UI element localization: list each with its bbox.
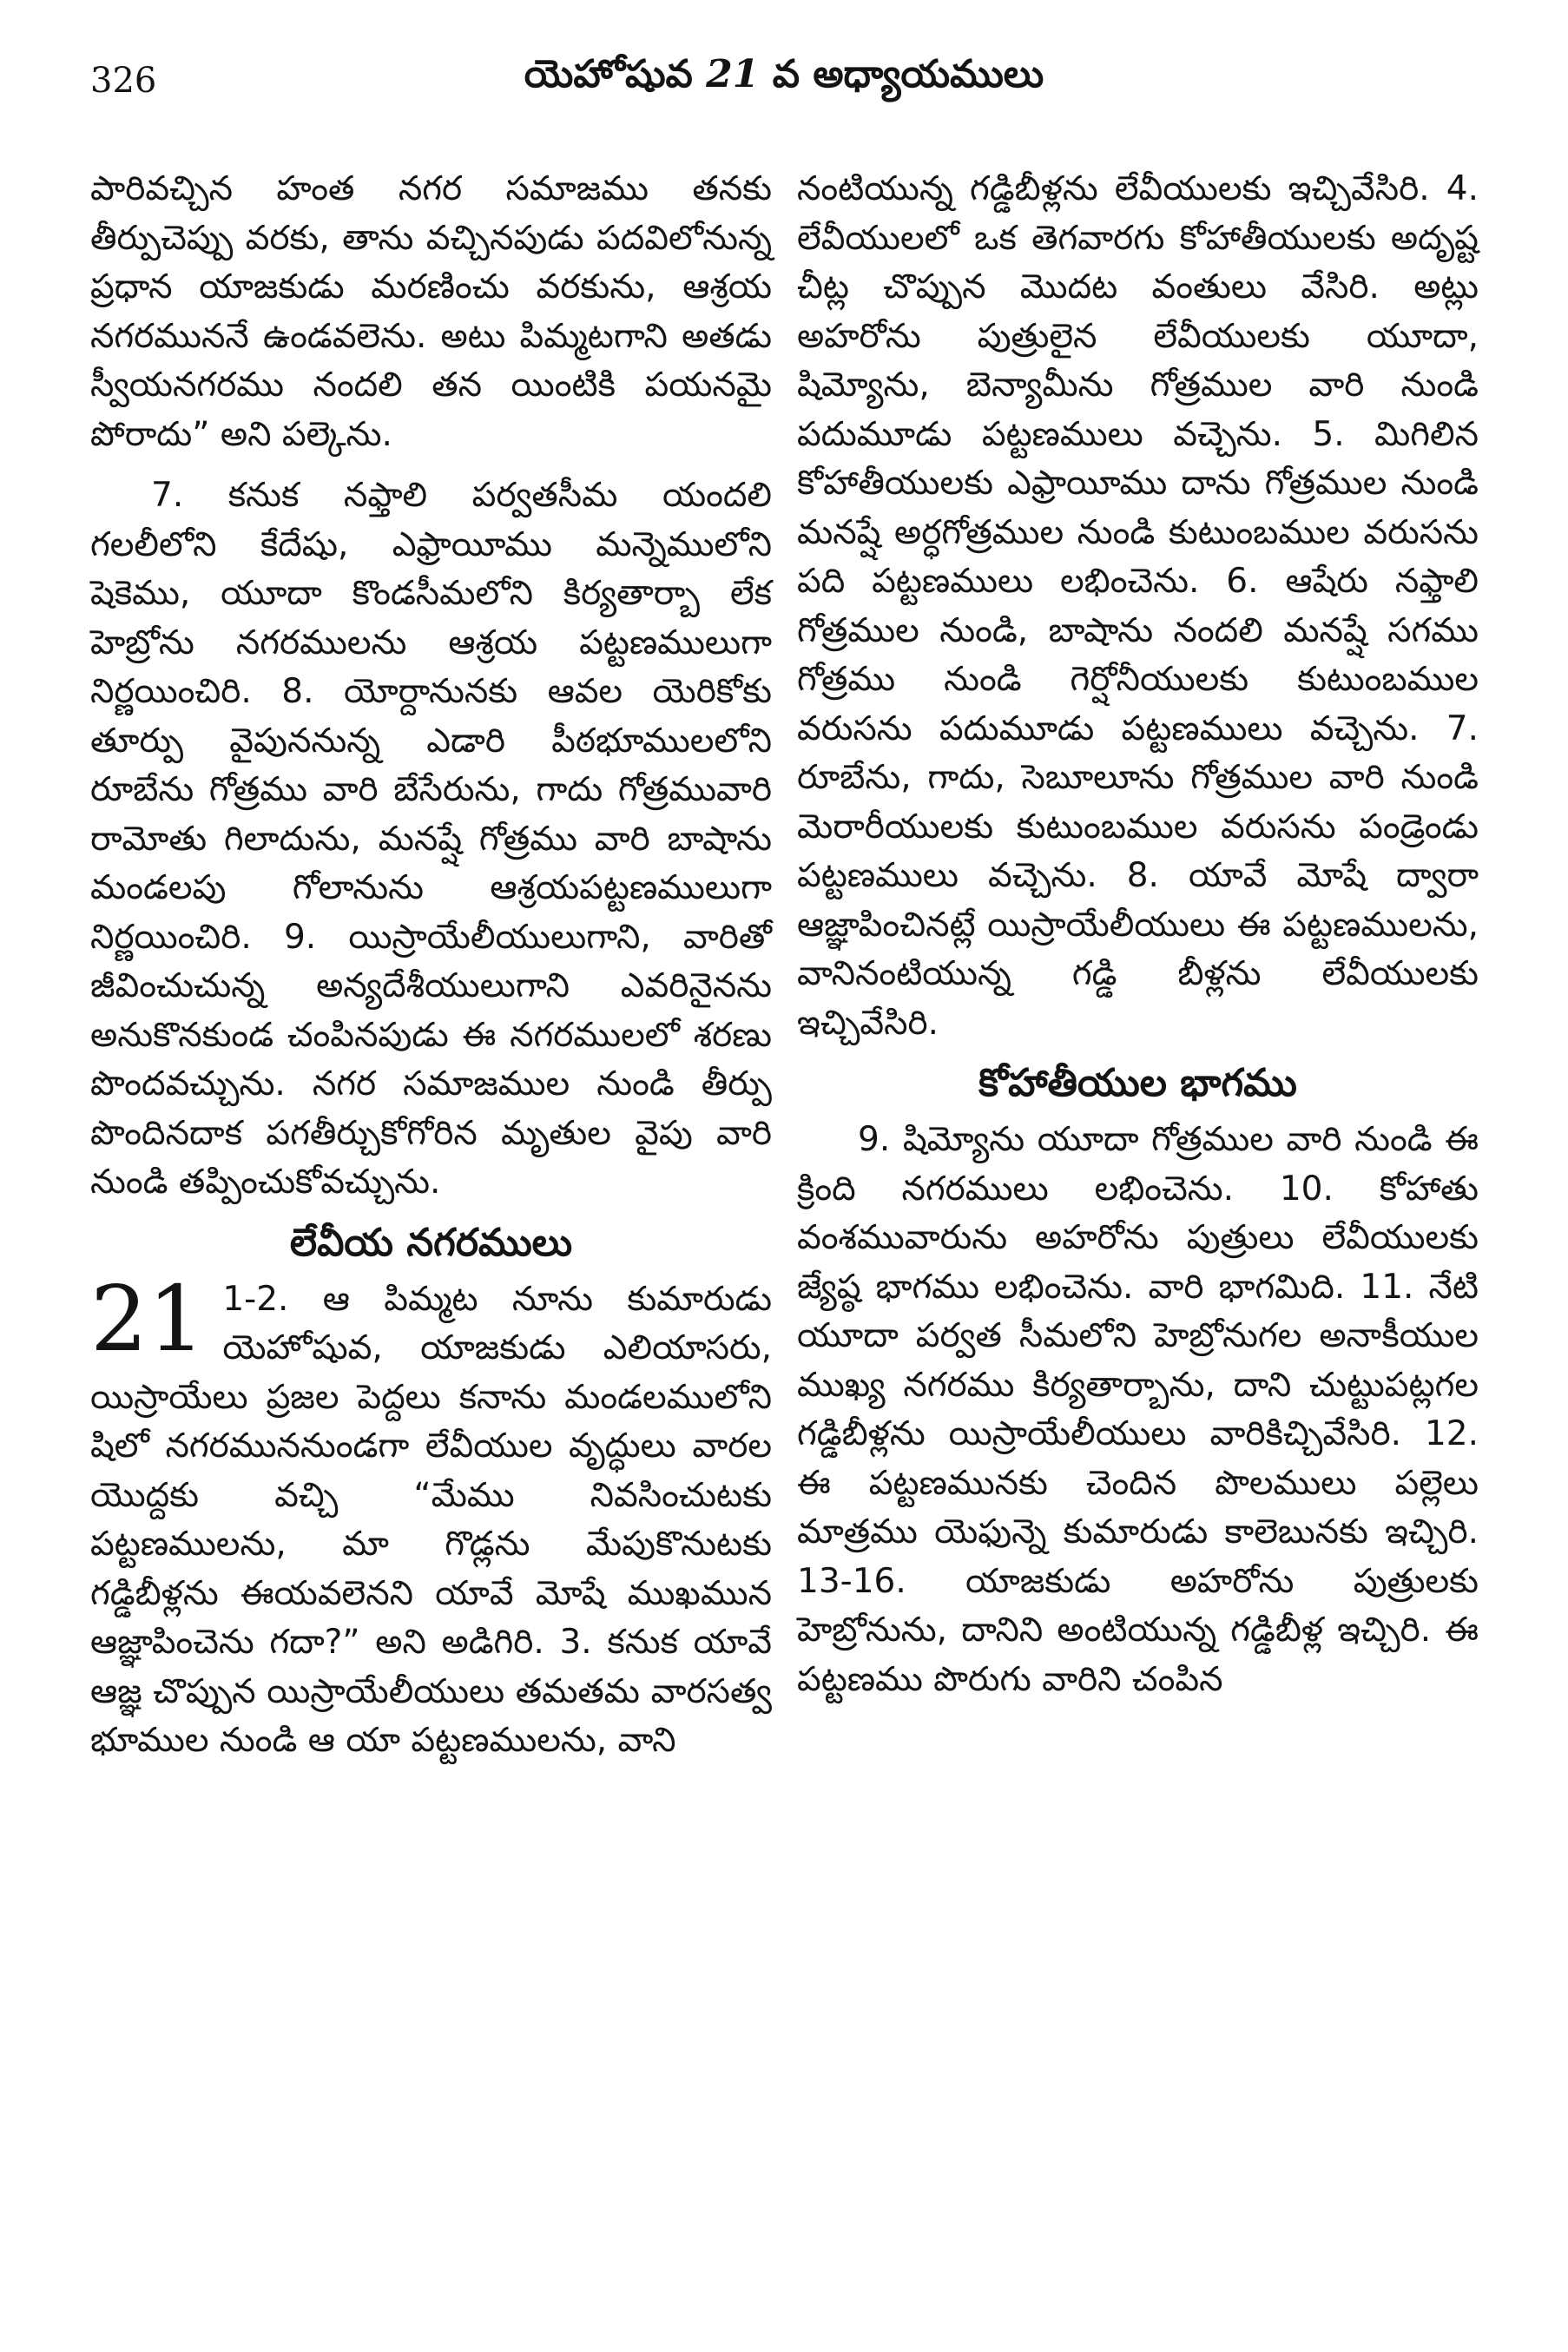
paragraph: నంటియున్న గడ్డిబీళ్లను లేవీయులకు ఇచ్చివేసిరి. 4. లేవీయులలో ఒక తెగవారగు కోహాతీయులకు అదృష్ట చీట్ల చొప్పున మొదట వంతులు వేసిరి. అట్లు అహరోను పుత్రులైన లేవీయులకు యూదా, షిమ్యోను, బెన్యామీను గోత్రముల వారి నుండి పదుమూడు పట్టణములు వచ్చెను. 5. మిగిలిన కోహాతీయులకు ఎఫ్రాయీము దాను గోత్రముల నుండి మనష్షే అర్ధగోత్రముల నుండి కుటుంబముల వరుసను పది పట్టణములు లభించెను. 6. ఆషేరు నఫ్తాలి గోత్రముల నుండి, బాషాను నందలి మనష్షే సగము గోత్రము నుండి గెర్షోనీయులకు కుటుంబముల వరుసను పదుమూడు పట్టణములు వచ్చెను. 7. రూబేను, గాదు, సెబూలూను గోత్రముల వారి నుండి మెరారీయులకు కుటుంబముల వరుసను పండ్రెండు పట్టణములు వచ్చెను. 8. యావే మోషే ద్వారా ఆజ్ఞాపించినట్లే యిస్రాయేలీయులు ఈ పట్టణములను, వానినంటియున్న గడ్డి బీళ్లను లేవీయులకు ఇచ్చివేసిరి. [797, 169, 1479, 1043]
paragraph: 9. షిమ్యోను యూదా గోత్రముల వారి నుండి ఈ క్రింది నగరములు లభించెను. 10. కోహాతు వంశమువారును అహరోను పుత్రులు లేవీయులకు జ్యేష్ఠ భాగము లభించెను. వారి భాగమిది. 11. నేటి యూదా పర్వత సీమలోని హెబ్రోనుగల అనాకీయుల ముఖ్య నగరము కిర్యతార్బాను, దాని చుట్టుపట్లగల గడ్డిబీళ్లను యిస్రాయేలీయులు వారికిచ్చివేసిరి. 12. ఈ పట్టణమునకు చెందిన పొలములు పల్లెలు మాత్రము యెఫున్నె కుమారుడు కాలెబునకు ఇచ్చిరి. 13-16. యాజకుడు అహరోను పుత్రులకు హెబ్రోనును, దానిని అంటియున్న గడ్డిబీళ్ల ఇచ్చిరి. ఈ పట్టణము పొరుగు వారిని చంపిన [797, 1120, 1479, 1699]
running-title [0, 52, 1568, 106]
left-column [90, 165, 772, 1766]
paragraph: పారివచ్చిన హంత నగర సమాజము తనకు తీర్పుచెప్పు వరకు, తాను వచ్చినపుడు పదవిలోనున్న ప్రధాన యాజకుడు మరణించు వరకును, ఆశ్రయ నగరముననే ఉండవలెను. అటు పిమ్మటగాని అతడు స్వీయనగరము నందలి తన యింటికి పయనమై పోరాదు” అని పల్కెను. [90, 169, 772, 454]
chapter-opening-paragraph [90, 1265, 772, 1766]
paragraph: 7. కనుక నఫ్తాలి పర్వతసీమ యందలి గలలీలోని కేదేషు, ఎఫ్రాయీము మన్నెములోని షెకెము, యూదా కొండసీమలోని కిర్యతార్బా లేక హెబ్రోను నగరములను ఆశ్రయ పట్టణములుగా నిర్ణయించిరి. 8. యోర్దానునకు ఆవల యెరికోకు తూర్పు వైపుననున్న ఎడారి పీఠభూములలోని రూబేను గోత్రము వారి బేసేరును, గాదు గోత్రమువారి రామోతు గిలాదును, మనష్షే గోత్రము వారి బాషాను మండలపు గోలానును ఆశ్రయపట్టణములుగా నిర్ణయించిరి. 9. యిస్రాయేలీయులుగాని, వారితో జీవించుచున్న అన్యదేశీయులుగాని ఎవరినైనను అనుకొనకుండ చంపినపుడు ఈ నగరములలో శరణు పొందవచ్చును. నగర సమాజముల నుండి తీర్పు పొందినదాక పగతీర్చుకోగోరిన మృతుల వైపు వారి నుండి తప్పించుకోవచ్చును. [90, 476, 772, 1202]
page-number: 326 [90, 61, 157, 101]
running-header [0, 52, 1568, 113]
paragraph-text: 1-2. ఆ పిమ్మట నూను కుమారుడు యెహోషువ, యాజకుడు ఎలియాసరు, యిస్రాయేలు ప్రజల పెద్దలు కనాను మండలములోని షిలో నగరముననుండగా లేవీయుల వృద్ధులు వారల యొద్దకు వచ్చి “మేము నివసించుటకు పట్టణములను, మా గొడ్లను మేపుకొనుటకు గడ్డిబీళ్లను ఈయవలెనని యావే మోషే ముఖమున ఆజ్ఞాపించెను గదా?” అని అడిగిరి. 3. కనుక యావే ఆజ్ఞ చొప్పున యిస్రాయేలీయులు తమతమ వారసత్వ భూముల నుండి ఆ యా పట్టణములను, వాని [90, 1279, 772, 1760]
chapter-number-header: 21 [706, 52, 760, 96]
section-heading: కోహాతీయుల భాగము [978, 1061, 1297, 1105]
book-name: యెహోషువ [524, 52, 693, 96]
right-column [797, 165, 1479, 1704]
chapter-drop-number: 21 [90, 1265, 206, 1372]
section-heading: లేవీయ నగరములు [289, 1220, 573, 1265]
chapter-suffix: వ అధ్యాయములు [772, 52, 1044, 96]
